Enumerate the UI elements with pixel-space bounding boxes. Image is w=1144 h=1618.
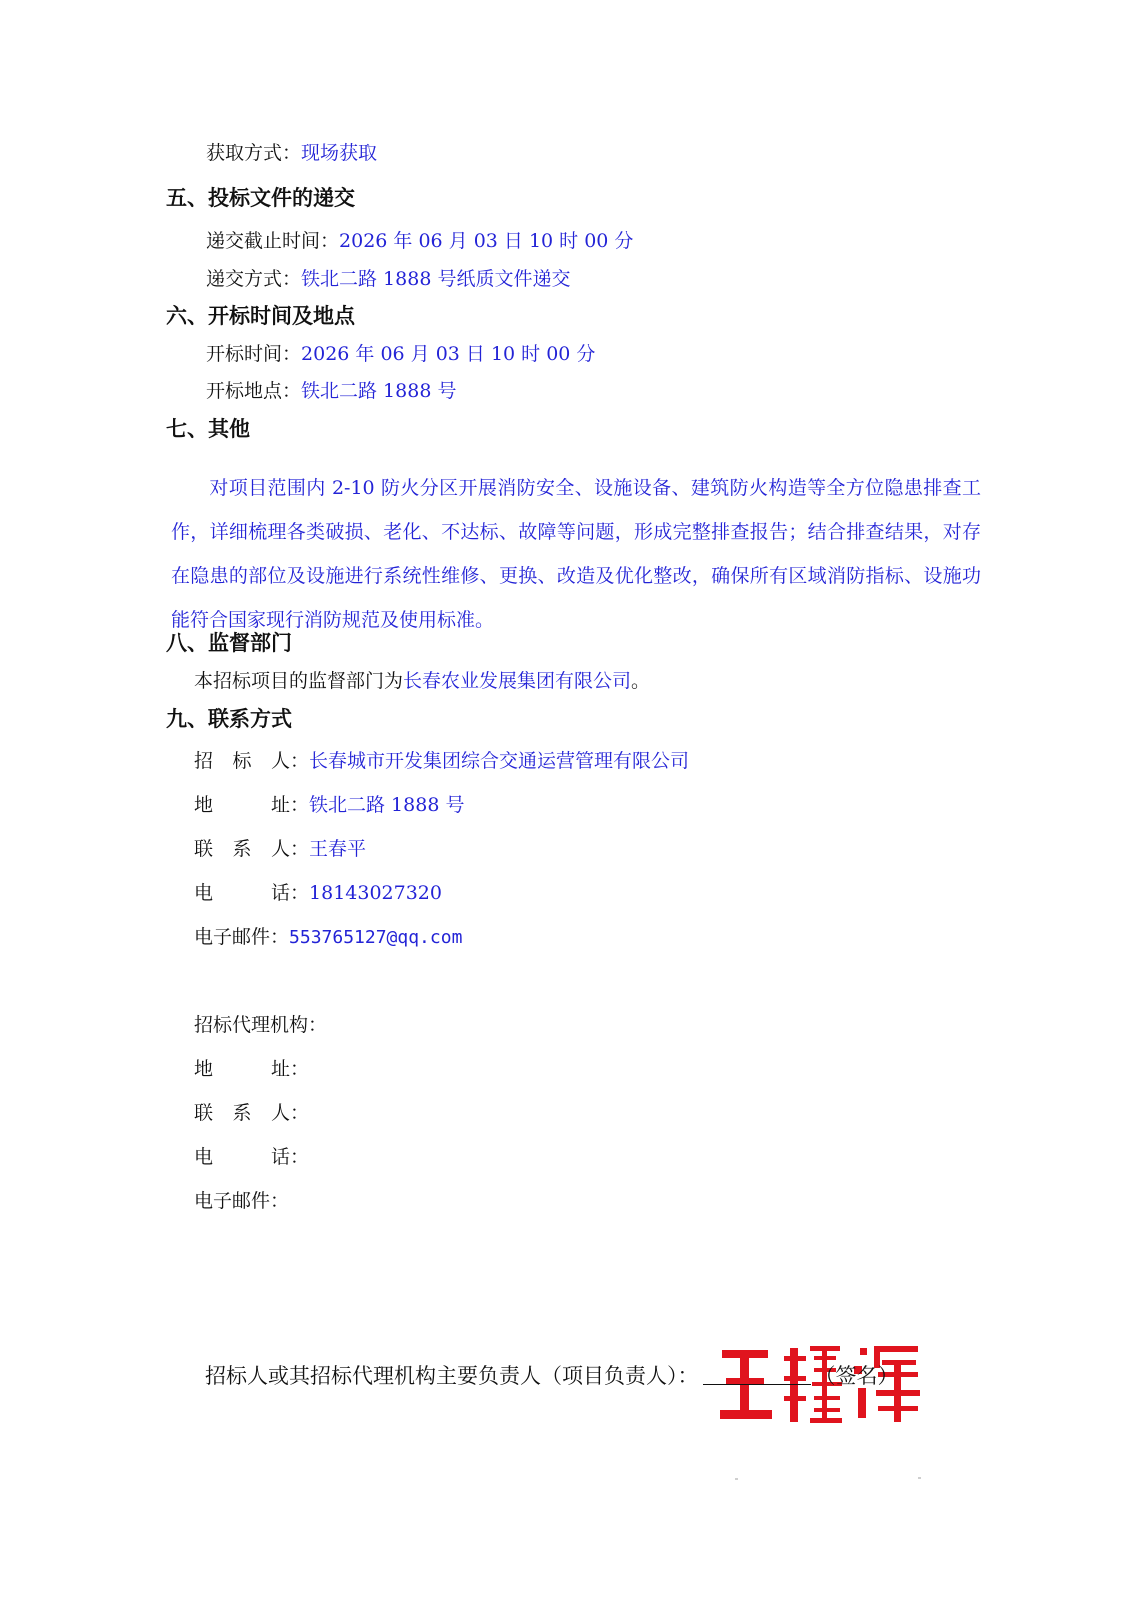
agency-contact-label: 联 系 人 bbox=[194, 1102, 290, 1124]
supervision-row bbox=[194, 669, 650, 693]
deadline-value: 2026 年 06 月 03 日 10 时 00 分 bbox=[339, 230, 634, 252]
tenderer-name-label: 招 标 人 bbox=[194, 750, 290, 772]
sign-suffix: （签名） bbox=[814, 1364, 899, 1388]
tenderer-email-label: 电子邮件： bbox=[194, 926, 290, 948]
deadline-row bbox=[206, 229, 633, 253]
scan-speck bbox=[735, 1478, 738, 1480]
submission-method-value: 铁北二路 1888 号纸质文件递交 bbox=[301, 268, 571, 290]
section-7-heading: 七、其他 bbox=[166, 416, 250, 441]
acquisition-value: 现场获取 bbox=[301, 142, 378, 164]
submission-method-label: 递交方式： bbox=[206, 268, 302, 290]
signature-line-label: 招标人或其招标代理机构主要负责人（项目负责人）： bbox=[205, 1364, 699, 1388]
agency-address-label: 地 址 bbox=[194, 1058, 290, 1080]
tenderer-phone-label: 电 话 bbox=[194, 882, 290, 904]
tenderer-contact-label: 联 系 人 bbox=[194, 838, 290, 860]
tenderer-email-row bbox=[194, 925, 462, 950]
tenderer-name-value: 长春城市开发集团综合交通运营管理有限公司 bbox=[309, 750, 690, 772]
submission-method-row bbox=[206, 267, 570, 291]
supervision-suffix: 。 bbox=[631, 670, 651, 692]
tenderer-address-label: 地 址 bbox=[194, 794, 290, 816]
opening-time-row bbox=[206, 342, 595, 366]
tenderer-contact-value: 王春平 bbox=[309, 838, 367, 860]
tenderer-name-row: 招 标 人 ：长春城市开发集团综合交通运营管理有限公司 bbox=[194, 750, 690, 772]
opening-time-value: 2026 年 06 月 03 日 10 时 00 分 bbox=[301, 343, 596, 365]
signature-blank[interactable] bbox=[703, 1364, 811, 1385]
acquisition-label: 获取方式： bbox=[206, 142, 302, 164]
opening-place-value: 铁北二路 1888 号 bbox=[301, 380, 457, 402]
section-9-heading: 九、联系方式 bbox=[166, 706, 292, 731]
tenderer-address-row: 地 址 ：铁北二路 1888 号 bbox=[194, 794, 465, 816]
deadline-label: 递交截止时间： bbox=[206, 230, 340, 252]
supervision-dept: 长春农业发展集团有限公司 bbox=[403, 670, 632, 692]
scope-paragraph bbox=[171, 466, 981, 642]
opening-place-label: 开标地点： bbox=[206, 380, 302, 402]
tenderer-phone-row: 电 话 ：18143027320 bbox=[194, 882, 442, 904]
opening-time-label: 开标时间： bbox=[206, 343, 302, 365]
section-8-heading: 八、监督部门 bbox=[166, 630, 292, 655]
tenderer-contact-row: 联 系 人 ：王春平 bbox=[194, 838, 367, 860]
tenderer-address-value: 铁北二路 1888 号 bbox=[309, 794, 465, 816]
agency-address-row: 地 址 ： bbox=[194, 1058, 310, 1080]
opening-place-row bbox=[206, 379, 456, 403]
section-5-heading: 五、投标文件的递交 bbox=[166, 185, 355, 210]
agency-contact-row: 联 系 人 ： bbox=[194, 1102, 310, 1124]
section-6-heading: 六、开标时间及地点 bbox=[166, 303, 355, 328]
signature-line bbox=[205, 1362, 899, 1390]
tenderer-phone-value: 18143027320 bbox=[309, 882, 442, 904]
agency-email-row bbox=[194, 1189, 289, 1213]
agency-title: 招标代理机构： bbox=[194, 1014, 328, 1036]
agency-email-label: 电子邮件： bbox=[194, 1190, 290, 1212]
agency-phone-row: 电 话 ： bbox=[194, 1146, 310, 1168]
acquisition-row bbox=[206, 141, 377, 165]
scope-paragraph-text: 对项目范围内 2-10 防火分区开展消防安全、设施设备、建筑防火构造等全方位隐患排查工作，详细梳理各类破损、老化、不达标、故障等问题，形成完整排查报告；结合排查结果，对存在隐患的部位及设施进行系统性维修、更换、改造及优化整改，确保所有区域消防指标、设施功能符合国家现行消防规范及使用标准。 bbox=[171, 477, 981, 631]
supervision-prefix: 本招标项目的监督部门为 bbox=[194, 670, 404, 692]
tenderer-email-value: 553765127@qq.com bbox=[289, 927, 463, 948]
scan-speck bbox=[918, 1477, 921, 1479]
agency-phone-label: 电 话 bbox=[194, 1146, 290, 1168]
